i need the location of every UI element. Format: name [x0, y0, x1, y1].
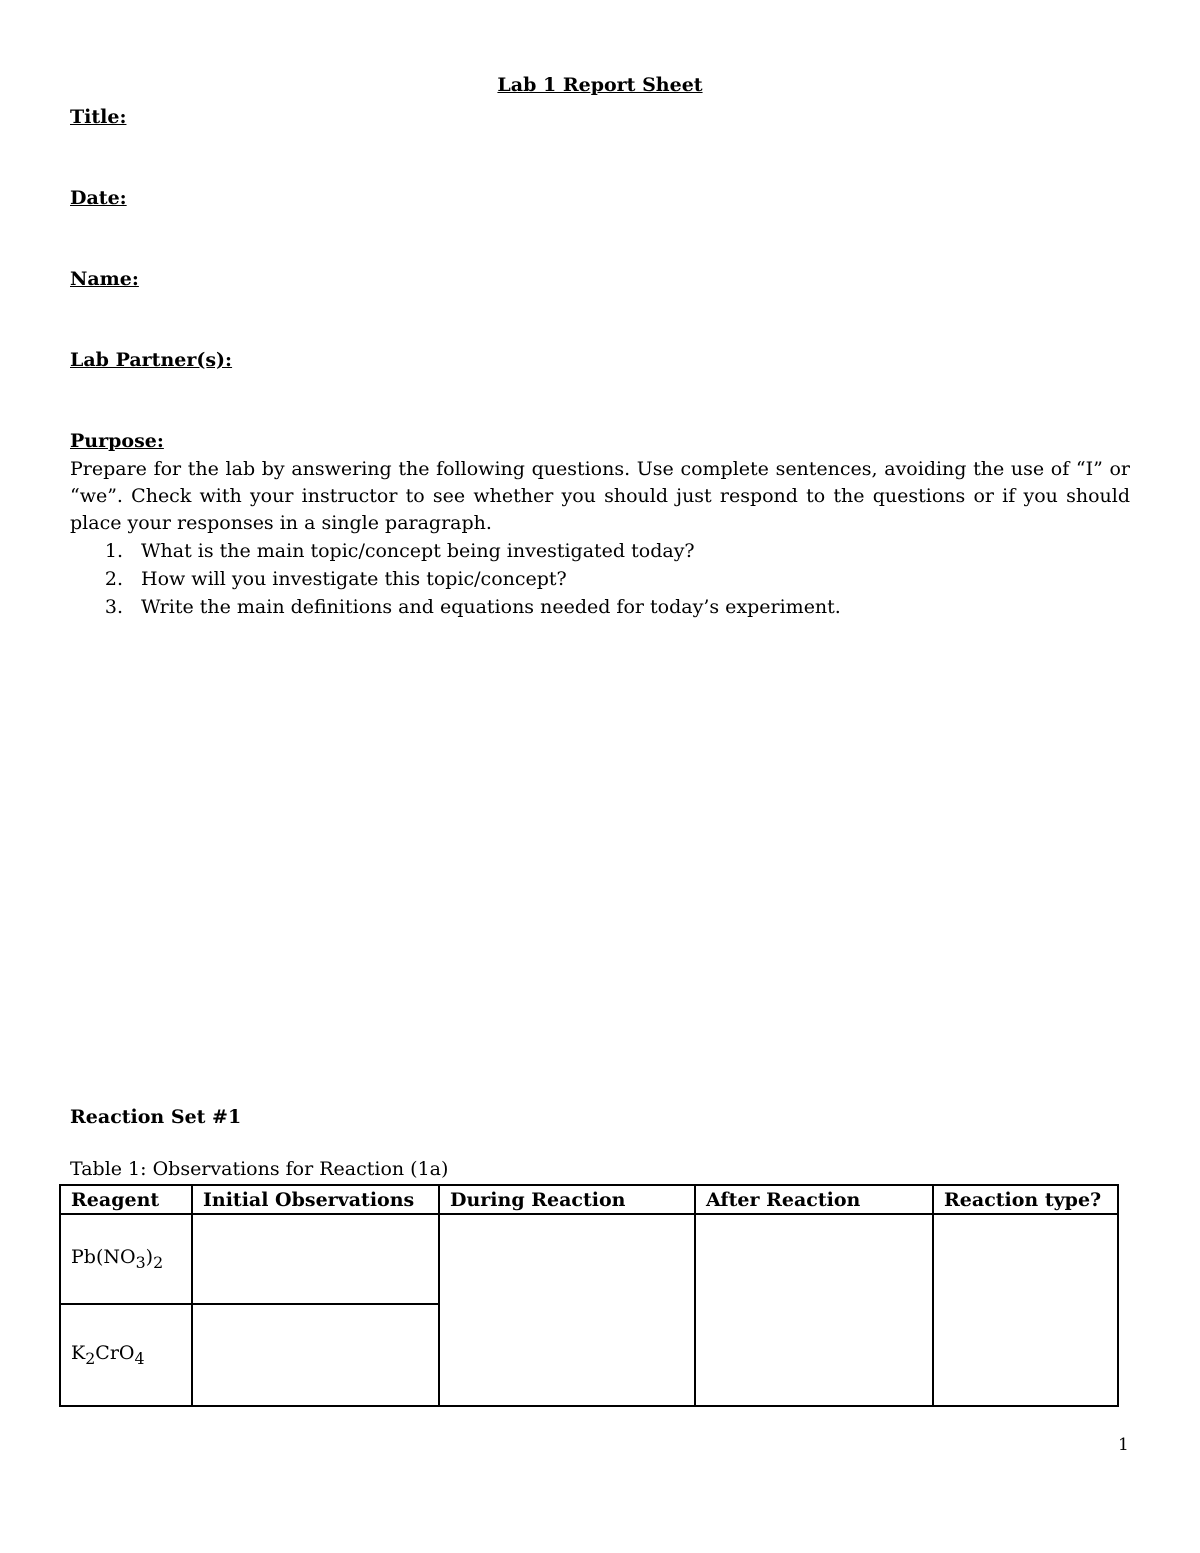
header-during-reaction: During Reaction	[439, 1185, 695, 1214]
reagent-cell-lead-nitrate	[60, 1214, 192, 1304]
list-item	[70, 593, 1130, 621]
reagent-subscript: 3	[135, 1252, 146, 1272]
question-number: 2.	[104, 568, 123, 590]
header-reagent: Reagent	[60, 1185, 192, 1214]
page-title: Lab 1 Report Sheet	[497, 74, 703, 96]
header-initial-observations: Initial Observations	[192, 1185, 439, 1214]
reagent-subscript: 4	[134, 1348, 145, 1368]
reaction-type-cell[interactable]	[933, 1214, 1118, 1406]
reaction-set-heading: Reaction Set #1	[70, 1106, 242, 1128]
during-reaction-cell[interactable]	[439, 1214, 695, 1406]
table-header-row	[60, 1185, 1118, 1214]
reagent-formula-part: K	[71, 1342, 86, 1365]
after-reaction-cell[interactable]	[695, 1214, 933, 1406]
table-row	[60, 1214, 1118, 1304]
reagent-subscript: 2	[85, 1348, 96, 1368]
table-caption: Table 1: Observations for Reaction (1a)	[70, 1158, 449, 1180]
title-field-label: Title:	[70, 106, 127, 128]
initial-observations-cell[interactable]	[192, 1214, 439, 1304]
reagent-cell-potassium-chromate	[60, 1304, 192, 1406]
reagent-formula-part: CrO	[95, 1342, 135, 1365]
header-reaction-type: Reaction type?	[933, 1185, 1118, 1214]
question-number: 1.	[104, 540, 123, 562]
reagent-formula-part: )	[145, 1246, 154, 1269]
observations-table	[59, 1184, 1119, 1407]
purpose-paragraph: Prepare for the lab by answering the following questions. Use complete sentences, avoiding the use of “I” or “we”. Check with your instructor to see whether you should just respond to the questions or if you should place your responses in a single paragraph.	[70, 458, 1130, 534]
question-text: What is the main topic/concept being investigated today?	[141, 540, 695, 562]
reagent-subscript: 2	[153, 1252, 164, 1272]
purpose-heading: Purpose:	[70, 430, 164, 452]
name-field-label: Name:	[70, 268, 139, 290]
initial-observations-cell[interactable]	[192, 1304, 439, 1406]
page-number: 1	[1118, 1435, 1129, 1455]
list-item	[70, 537, 1130, 565]
reagent-formula-part: Pb(NO	[71, 1246, 136, 1269]
header-after-reaction: After Reaction	[695, 1185, 933, 1214]
date-field-label: Date:	[70, 187, 127, 209]
lab-partners-field-label: Lab Partner(s):	[70, 349, 233, 371]
question-number: 3.	[104, 596, 123, 618]
list-item	[70, 565, 1130, 593]
question-text: Write the main definitions and equations needed for today’s experiment.	[141, 596, 841, 618]
question-text: How will you investigate this topic/concept?	[141, 568, 567, 590]
question-list	[70, 537, 1130, 621]
